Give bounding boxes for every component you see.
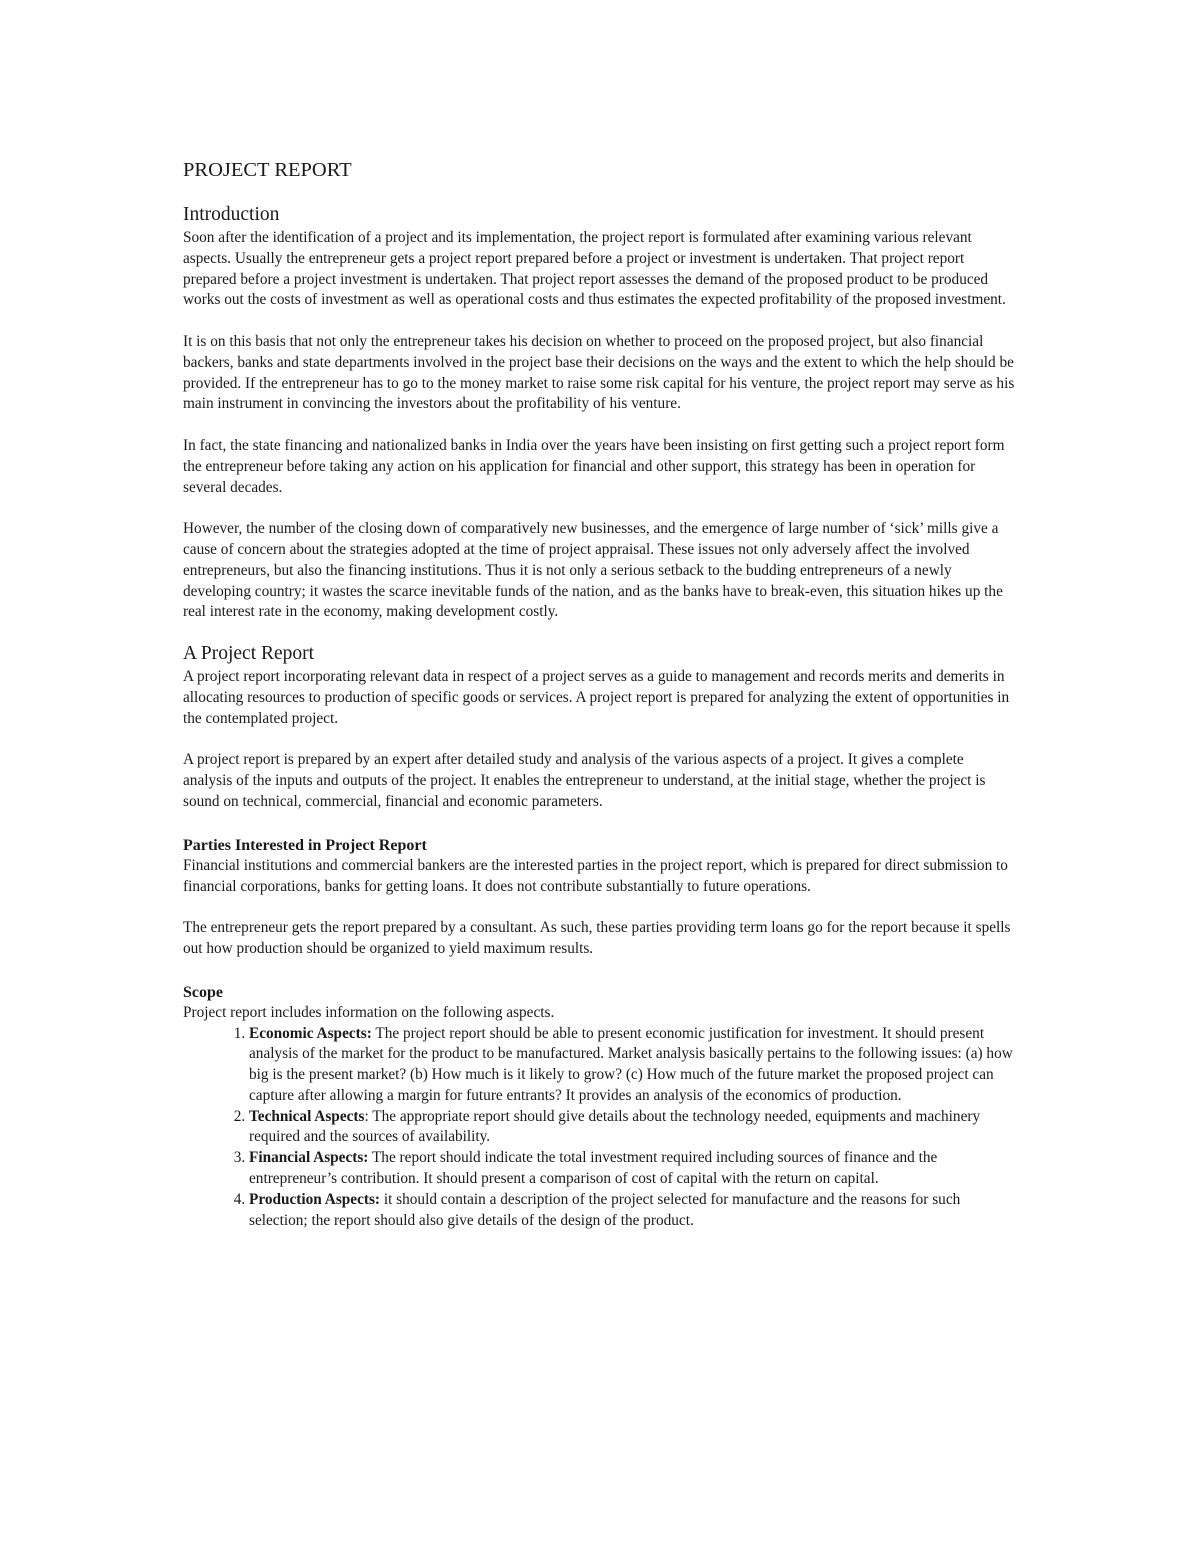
introduction-paragraph: Soon after the identification of a project and its implementation, the project report is formulated after examining various relevant aspects. Usually the entrepreneur gets a project report prepared before a project or investment is undertaken. That project report prepared before a project investment is undertaken. That project report assesses the demand of the proposed product to be produced works out the costs of investment as well as operational costs and thus estimates the expected profitability of the proposed investment. — [183, 229, 1006, 309]
list-item-label: Production Aspects: — [249, 1190, 381, 1208]
a-project-report-paragraph: A project report incorporating relevant data in respect of a project serves as a guide to management and records merits and demerits in allocating resources to production of specific goods or services. A project report is prepared for analyzing the extent of opportunities in the contemplated project. — [183, 668, 1010, 727]
list-item-text: The project report should be able to present economic justification for investment. It should present analysis of the market for the product to be manufactured. Market analysis basically pertains to the following issues: (a) how big is the present market? (b) How much is it likely to grow? (c) How much of the future market the proposed project can capture after allowing a margin for future entrants? It provides an analysis of the economics of production. — [249, 1024, 1013, 1104]
scope-heading: Scope — [183, 983, 223, 1001]
list-item-label: Economic Aspects: — [249, 1024, 372, 1042]
list-item — [249, 1024, 1015, 1107]
scope-list — [183, 1024, 1015, 1232]
introduction-paragraph: However, the number of the closing down of comparatively new businesses, and the emergence of large number of ‘sick’ mills give a cause of concern about the strategies adopted at the time of project appraisal. These issues not only adversely affect the involved entrepreneurs, but also the financing institutions. Thus it is not only a serious setback to the budding entrepreneurs of a newly developing country; it wastes the scarce inevitable funds of the nation, and as the banks have to break-even, this situation hikes up the real interest rate in the economy, making development costly. — [183, 520, 1003, 621]
list-item-label: Financial Aspects: — [249, 1149, 369, 1167]
list-item-text: it should contain a description of the project selected for manufacture and the reasons for such selection; the report should also give details of the design of the product. — [249, 1190, 961, 1229]
list-item — [249, 1148, 1015, 1190]
scope-intro: Project report includes information on the following aspects. — [183, 1003, 555, 1021]
list-item-text: : The appropriate report should give details about the technology needed, equipments and machinery required and the sources of availability. — [249, 1107, 981, 1146]
list-item — [249, 1190, 1015, 1232]
parties-paragraph: The entrepreneur gets the report prepared by a consultant. As such, these parties providing term loans go for the report because it spells out how production should be organized to yield maximum results. — [183, 919, 1011, 957]
parties-heading: Parties Interested in Project Report — [183, 836, 427, 854]
list-item-text: The report should indicate the total investment required including sources of finance and the entrepreneur’s contribution. It should present a comparison of cost of capital with the return on capital. — [249, 1149, 938, 1188]
introduction-heading: Introduction — [183, 204, 280, 225]
document-title: PROJECT REPORT — [183, 159, 352, 181]
a-project-report-paragraph: A project report is prepared by an expert after detailed study and analysis of the various aspects of a project. It gives a complete analysis of the inputs and outputs of the project. It enables the entrepreneur to understand, at the initial stage, whether the project is sound on technical, commercial, financial and economic parameters. — [183, 751, 986, 810]
list-item-label: Technical Aspects — [249, 1107, 365, 1125]
list-item — [249, 1107, 1015, 1149]
document-page — [183, 156, 1015, 1231]
introduction-paragraph: In fact, the state financing and nationalized banks in India over the years have been insisting on first getting such a project report form the entrepreneur before taking any action on his application for financial and other support, this strategy has been in operation for several decades. — [183, 436, 1005, 496]
a-project-report-heading: A Project Report — [183, 643, 315, 665]
introduction-paragraph: It is on this basis that not only the entrepreneur takes his decision on whether to proceed on the proposed project, but also financial backers, banks and state departments involved in the project base their decisions on the ways and the extent to which the help should be provided. If the entrepreneur has to go to the money market to raise some risk capital for his venture, the project report may serve as his main instrument in convincing the investors about the profitability of his venture. — [183, 332, 1015, 413]
parties-paragraph: Financial institutions and commercial bankers are the interested parties in the project report, which is prepared for direct submission to financial corporations, banks for getting loans. It does not contribute substantially to future operations. — [183, 856, 1008, 895]
